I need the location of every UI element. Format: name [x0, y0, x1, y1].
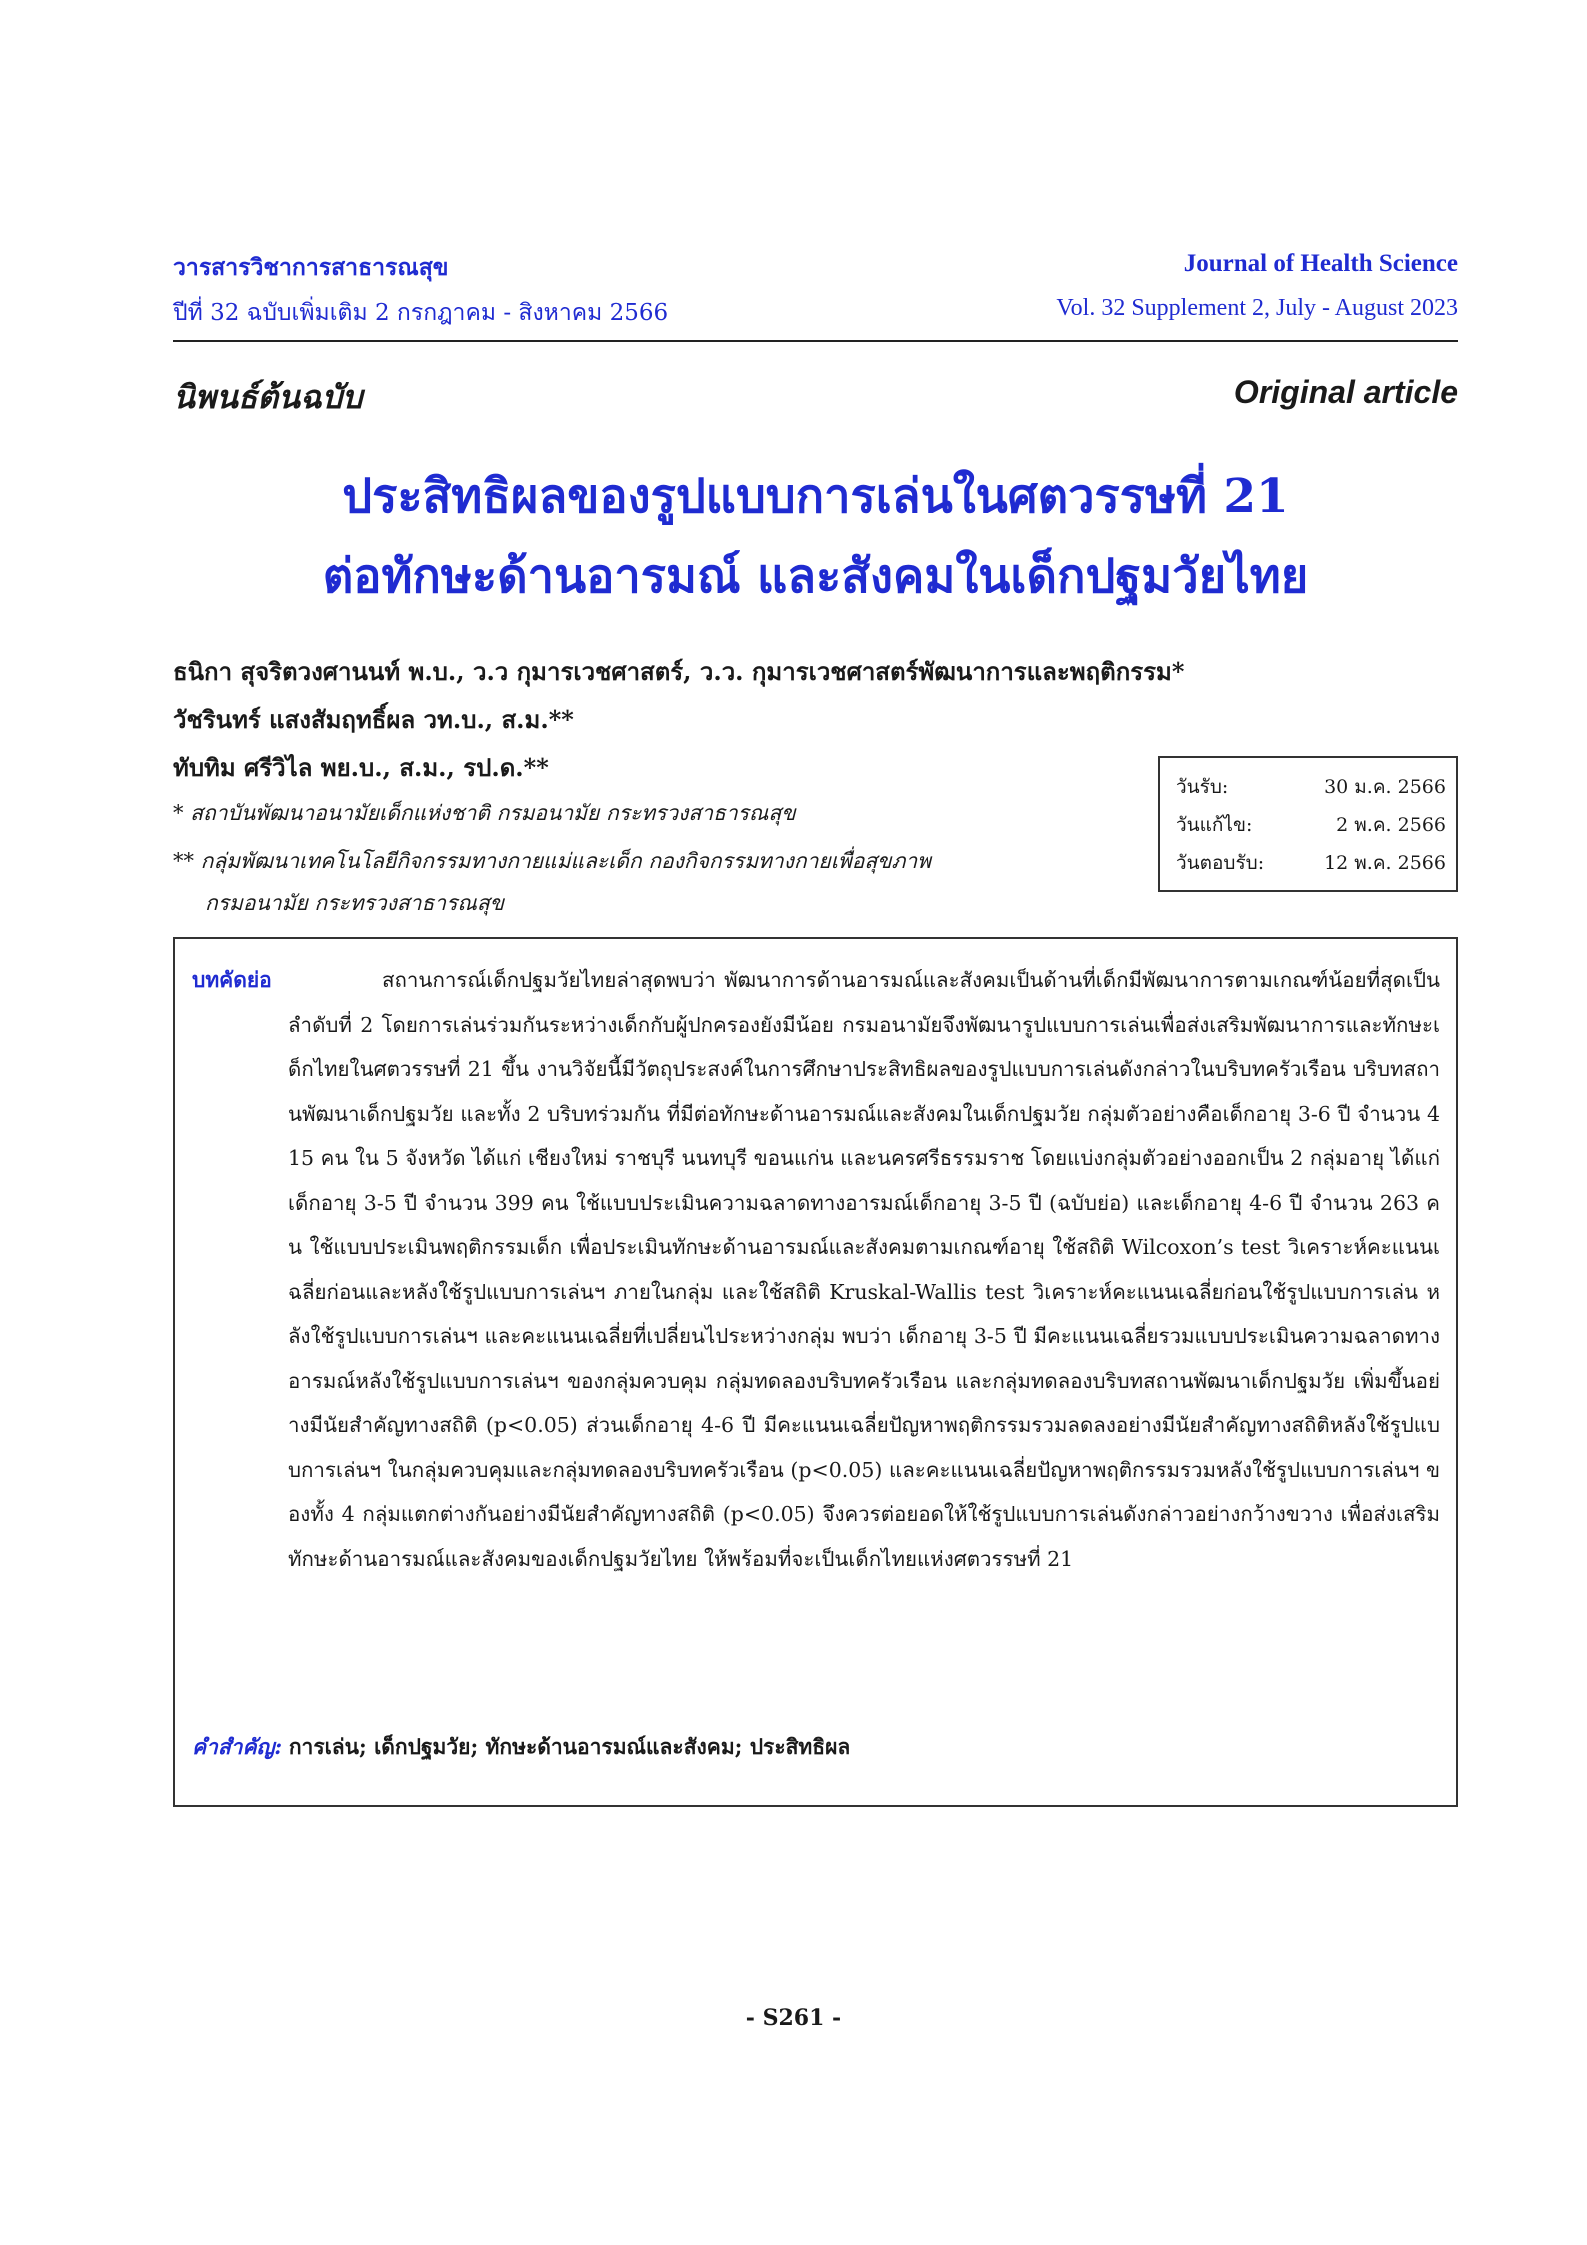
- abstract-box: [173, 937, 1458, 1807]
- keywords-label: คำสำคัญ:: [192, 1734, 283, 1759]
- journal-name-english: Journal of Health Science: [1183, 250, 1458, 277]
- abstract-label: บทคัดย่อ: [192, 967, 272, 992]
- affiliation-2-continued: กรมอนามัย กระทรวงสาธารณสุข: [205, 891, 505, 915]
- issue-info-thai: ปีที่ 32 ฉบับเพิ่มเติม 2 กรกฎาคม - สิงหาคม 2566: [173, 300, 669, 326]
- date-revised-label: วันแก้ไข:: [1176, 814, 1253, 836]
- author-2: วัชรินทร์ แสงสัมฤทธิ์ผล วท.บ., ส.ม.**: [173, 705, 574, 734]
- author-1: ธนิกา สุจริตวงศานนท์ พ.บ., ว.ว กุมารเวชศาสตร์, ว.ว. กุมารเวชศาสตร์พัฒนาการและพฤติกรรม*: [173, 657, 1185, 686]
- author-3: ทับทิม ศรีวิไล พย.บ., ส.ม., รป.ด.**: [173, 753, 549, 782]
- article-title-line-1: ประสิทธิผลของรูปแบบการเล่นในศตวรรษที่ 21: [342, 469, 1289, 524]
- article-type-english: Original article: [1233, 374, 1458, 410]
- article-type-thai: นิพนธ์ต้นฉบับ: [173, 378, 363, 416]
- article-title-line-2: ต่อทักษะด้านอารมณ์ และสังคมในเด็กปฐมวัยไทย: [322, 549, 1309, 604]
- date-revised-value: 2 พ.ค. 2566: [1336, 814, 1446, 836]
- abstract-text: สถานการณ์เด็กปฐมวัยไทยล่าสุดพบว่า พัฒนาการด้านอารมณ์และสังคมเป็นด้านที่เด็กมีพัฒนาการตามเกณฑ์น้อยที่สุดเป็นลำดับที่ 2 โดยการเล่นร่วมกันระหว่างเด็กกับผู้ปกครองยังมีน้อย กรมอนามัยจึงพัฒนารูปแบบการเล่นเพื่อส่งเสริมพัฒนาการและทักษะเด็กไทยในศตวรรษที่ 21 ขึ้น งานวิจัยนี้มีวัตถุประสงค์ในการศึกษาประสิทธิผลของรูปแบบการเล่นดังกล่าวในบริบทครัวเรือน บริบทสถานพัฒนาเด็กปฐมวัย และทั้ง 2 บริบทร่วมกัน ที่มีต่อทักษะด้านอารมณ์และสังคมในเด็กปฐมวัย กลุ่มตัวอย่างคือเด็กอายุ 3-6 ปี จำนวน 415 คน ใน 5 จังหวัด ได้แก่ เชียงใหม่ ราชบุรี นนทบุรี ขอนแก่น และนครศรีธรรมราช โดยแบ่งกลุ่มตัวอย่างออกเป็น 2 กลุ่มอายุ ได้แก่ เด็กอายุ 3-5 ปี จำนวน 399 คน ใช้แบบประเมินความฉลาดทางอารมณ์เด็กอายุ 3-5 ปี (ฉบับย่อ) และเด็กอายุ 4-6 ปี จำนวน 263 คน ใช้แบบประเมินพฤติกรรมเด็ก เพื่อประเมินทักษะด้านอารมณ์และสังคมตามเกณฑ์อายุ ใช้สถิติ Wilcoxon’s test วิเคราะห์คะแนนเฉลี่ยก่อนและหลังใช้รูปแบบการเล่นฯ ภายในกลุ่ม และใช้สถิติ Kruskal-Wallis test วิเคราะห์คะแนนเฉลี่ยก่อนใช้รูปแบบการเล่น หลังใช้รูปแบบการเล่นฯ และคะแนนเฉลี่ยที่เปลี่ยนไประหว่างกลุ่ม พบว่า เด็กอายุ 3-5 ปี มีคะแนนเฉลี่ยรวมแบบประเมินความฉลาดทางอารมณ์หลังใช้รูปแบบการเล่นฯ ของกลุ่มควบคุม กลุ่มทดลองบริบทครัวเรือน และกลุ่มทดลองบริบทสถานพัฒนาเด็กปฐมวัย เพิ่มขึ้นอย่างมีนัยสำคัญทางสถิติ (p<0.05) ส่วนเด็กอายุ 4-6 ปี มีคะแนนเฉลี่ยปัญหาพฤติกรรมรวมลดลงอย่างมีนัยสำคัญทางสถิติหลังใช้รูปแบบการเล่นฯ ในกลุ่มควบคุมและกลุ่มทดลองบริบทครัวเรือน (p<0.05) และคะแนนเฉลี่ยปัญหาพฤติกรรมรวมหลังใช้รูปแบบการเล่นฯ ของทั้ง 4 กลุ่มแตกต่างกันอย่างมีนัยสำคัญทางสถิติ (p<0.05) จึงควรต่อยอดให้ใช้รูปแบบการเล่นดังกล่าวอย่างกว้างขวาง เพื่อส่งเสริมทักษะด้านอารมณ์และสังคมของเด็กปฐมวัยไทย ให้พร้อมที่จะเป็นเด็กไทยแห่งศตวรรษที่ 21: [288, 968, 1440, 1571]
- journal-name-thai: วารสารวิชาการสาธารณสุข: [173, 254, 449, 281]
- keywords: [192, 1731, 850, 1764]
- date-received-value: 30 ม.ค. 2566: [1324, 776, 1446, 798]
- issue-info-english: Vol. 32 Supplement 2, July - August 2023: [1056, 295, 1458, 321]
- affiliation-2: ** กลุ่มพัฒนาเทคโนโลยีกิจกรรมทางกายแม่และเด็ก กองกิจกรรมทางกายเพื่อสุขภาพ: [173, 849, 932, 873]
- keywords-text: การเล่น; เด็กปฐมวัย; ทักษะด้านอารมณ์และสังคม; ประสิทธิผล: [288, 1734, 851, 1759]
- date-revised-row: [1176, 806, 1446, 844]
- affiliation-1: * สถาบันพัฒนาอนามัยเด็กแห่งชาติ กรมอนามัย กระทรวงสาธารณสุข: [173, 801, 796, 825]
- date-accepted-label: วันตอบรับ:: [1176, 852, 1265, 874]
- date-received-row: [1176, 768, 1446, 806]
- date-accepted-value: 12 พ.ค. 2566: [1324, 852, 1446, 874]
- submission-dates-box: [1158, 756, 1458, 892]
- page-number: - S261 -: [745, 2005, 842, 2031]
- date-accepted-row: [1176, 844, 1446, 882]
- date-received-label: วันรับ:: [1176, 776, 1229, 798]
- header-divider: [173, 340, 1458, 342]
